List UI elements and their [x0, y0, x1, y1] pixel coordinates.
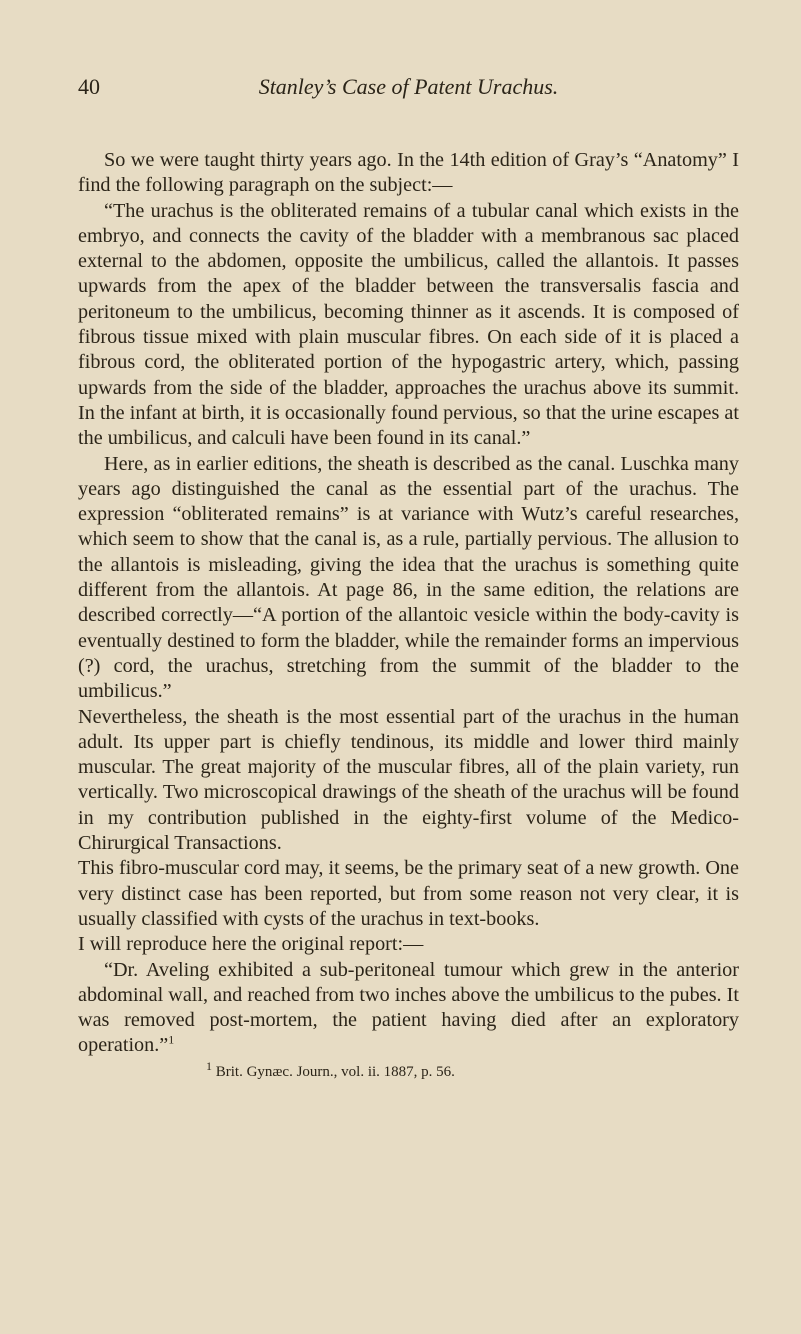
- quoted-paragraph: “The urachus is the obliterated remains of a tubular canal which exists in the embryo, and connects the cavity of the bladder with a membranous sac placed external to the abdomen, opposite the umbilicus, called the allantois. It passes upwards from the apex of the bladder between the transversalis fascia and peritoneum to the umbilicus, becoming thinner as it ascends. It is composed of fibrous tissue mixed with plain muscular fibres. On each side of it is placed a fibrous cord, the obliterated portion of the hypogastric artery, which, passing upwards from the side of the bladder, approaches the urachus above its summit. In the infant at birth, it is occasionally found pervious, so that the urine escapes at the umbilicus, and calculi have been found in its canal.”: [78, 199, 739, 450]
- footnote-text: Brit. Gynæc. Journ., vol. ii. 1887, p. 56.: [215, 1063, 455, 1080]
- paragraph: So we were taught thirty years ago. In the 14th edition of Gray’s “Anatomy” I find the following paragraph on the subject:—: [78, 149, 739, 197]
- running-title: Stanley’s Case of Patent Urachus.: [258, 74, 559, 99]
- body-text: [78, 148, 739, 1059]
- paragraph: Nevertheless, the sheath is the most essential part of the urachus in the human adult. Its upper part is chiefly tendinous, its middle and lower third mainly muscular. The great majority of the muscular fibres, all of the plain variety, run vertically. Two microscopical drawings of the sheath of the urachus will be found in my contribution published in the eighty-first volume of the Medico-Chirurgical Transactions.: [78, 705, 739, 855]
- report-text: “Dr. Aveling exhibited a sub-peritoneal tumour which grew in the anterior abdominal wall, and reached from two inches above the umbilicus to the pubes. It was removed post-mortem, the patient having died after an exploratory operation.”: [78, 958, 739, 1057]
- footnote: [78, 1058, 739, 1082]
- paragraph: This fibro-muscular cord may, it seems, be the primary seat of a new growth. One very distinct case has been reported, but from some reason not very clear, it is usually classified with cysts of the urachus in text-books.: [78, 857, 739, 930]
- page-header: [78, 64, 739, 104]
- paragraph: I will reproduce here the original report:—: [78, 933, 424, 956]
- footnote-marker: 1: [206, 1058, 212, 1073]
- quoted-report-paragraph: [78, 958, 739, 1059]
- footnote-reference: 1: [168, 1032, 175, 1047]
- paragraph: Here, as in earlier editions, the sheath is described as the canal. Luschka many years ago distinguished the canal as the essential part of the urachus. The expression “obliterated remains” is at variance with Wutz’s careful researches, which seem to show that the canal is, as a rule, partially pervious. The allusion to the allantois is misleading, giving the idea that the urachus is something quite different from the allantois. At page 86, in the same edition, the relations are described correctly—“A portion of the allantoic vesicle within the body-cavity is eventually destined to form the bladder, while the remainder forms an impervious (?) cord, the urachus, stretching from the summit of the bladder to the umbilicus.”: [78, 452, 739, 703]
- page-number: 40: [78, 74, 100, 99]
